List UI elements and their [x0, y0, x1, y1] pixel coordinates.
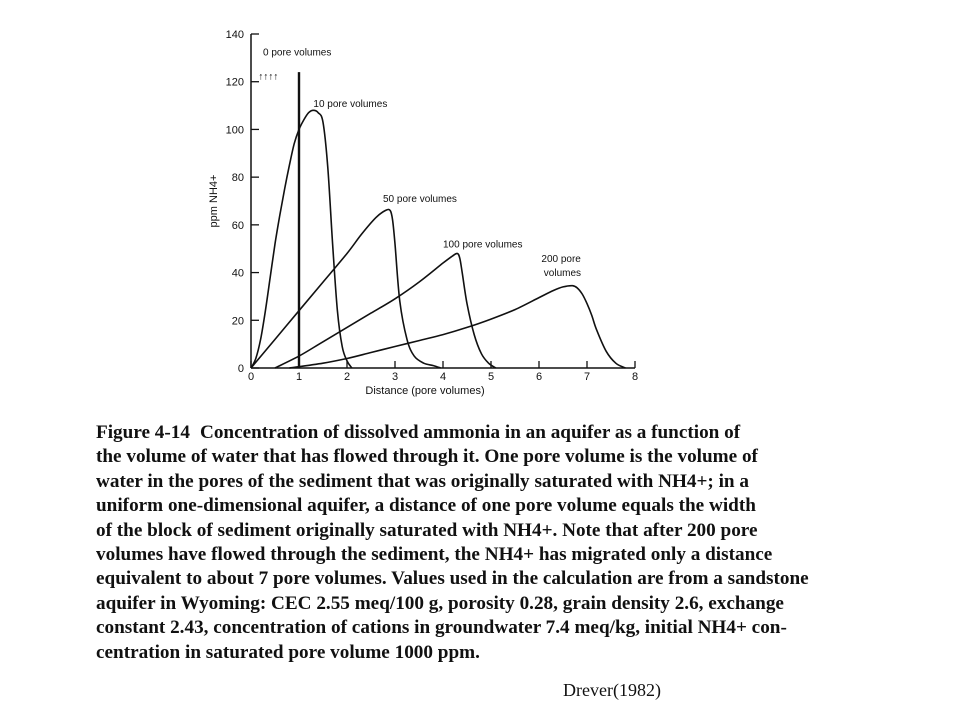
x-tick-label: 2: [343, 371, 351, 383]
curve-annotation: volumes: [543, 268, 582, 280]
series-line-3: [275, 253, 496, 368]
caption-line: volumes have flowed through the sediment, the NH4+ has migrated only a distance: [96, 544, 773, 566]
chart-annotations: [258, 47, 581, 279]
caption-text: Concentration of dissolved ammonia in an aquifer as a function of: [199, 422, 741, 443]
x-tick-label: 0: [247, 371, 255, 383]
series-line-1: [251, 110, 352, 368]
chart-series: [251, 72, 625, 368]
y-tick-label: 60: [231, 219, 244, 232]
y-tick-label: 40: [231, 267, 244, 280]
y-tick-label: 80: [231, 172, 244, 185]
curve-annotation: 0 pore volumes: [263, 47, 332, 59]
caption-line: [96, 421, 876, 445]
series-line-2: [251, 209, 441, 368]
x-tick-label: 6: [535, 371, 543, 383]
x-tick-label: 4: [439, 371, 447, 383]
y-tick-label: 120: [225, 76, 244, 89]
curve-annotation: 200 pore: [541, 253, 581, 265]
x-tick-label: 1: [295, 371, 303, 383]
x-tick-label: 3: [391, 371, 399, 383]
caption-line: equivalent to about 7 pore volumes. Values used in the calculation are from a sandstone: [96, 568, 809, 590]
y-tick-label: 20: [231, 315, 244, 328]
source-credit: Drever(1982): [563, 680, 661, 700]
caption-line: the volume of water that has flowed through it. One pore volume is the volume of: [96, 446, 758, 468]
x-tick-label: 5: [487, 371, 495, 383]
curve-annotation: ↑↑↑↑: [258, 71, 279, 83]
figure-caption: [96, 421, 876, 665]
y-tick-label: 100: [225, 124, 244, 137]
curve-annotation: 100 pore volumes: [443, 239, 523, 251]
caption-label: Figure 4-14: [96, 422, 190, 443]
x-tick-label: 7: [583, 371, 591, 383]
caption-line: constant 2.43, concentration of cations in groundwater 7.4 meq/kg, initial NH4+ con-: [96, 617, 787, 639]
x-tick-label: 8: [631, 371, 639, 383]
caption-line: water in the pores of the sediment that was originally saturated with NH4+; in a: [96, 470, 749, 492]
y-tick-label: 0: [237, 363, 244, 375]
curve-annotation: 10 pore volumes: [313, 98, 388, 110]
y-tick-label: 140: [225, 29, 244, 41]
caption-line: of the block of sediment originally saturated with NH4+. Note that after 200 pore: [96, 519, 758, 541]
caption-line: uniform one-dimensional aquifer, a distance of one pore volume equals the width: [96, 495, 756, 517]
curve-annotation: 50 pore volumes: [383, 194, 457, 206]
caption-line: aquifer in Wyoming: CEC 2.55 meq/100 g, porosity 0.28, grain density 2.6, exchange: [96, 592, 784, 614]
caption-line: centration in saturated pore volume 1000 ppm.: [96, 641, 480, 663]
y-axis-title: ppm NH4+: [208, 174, 220, 228]
x-axis-title: Distance (pore volumes): [365, 385, 485, 397]
